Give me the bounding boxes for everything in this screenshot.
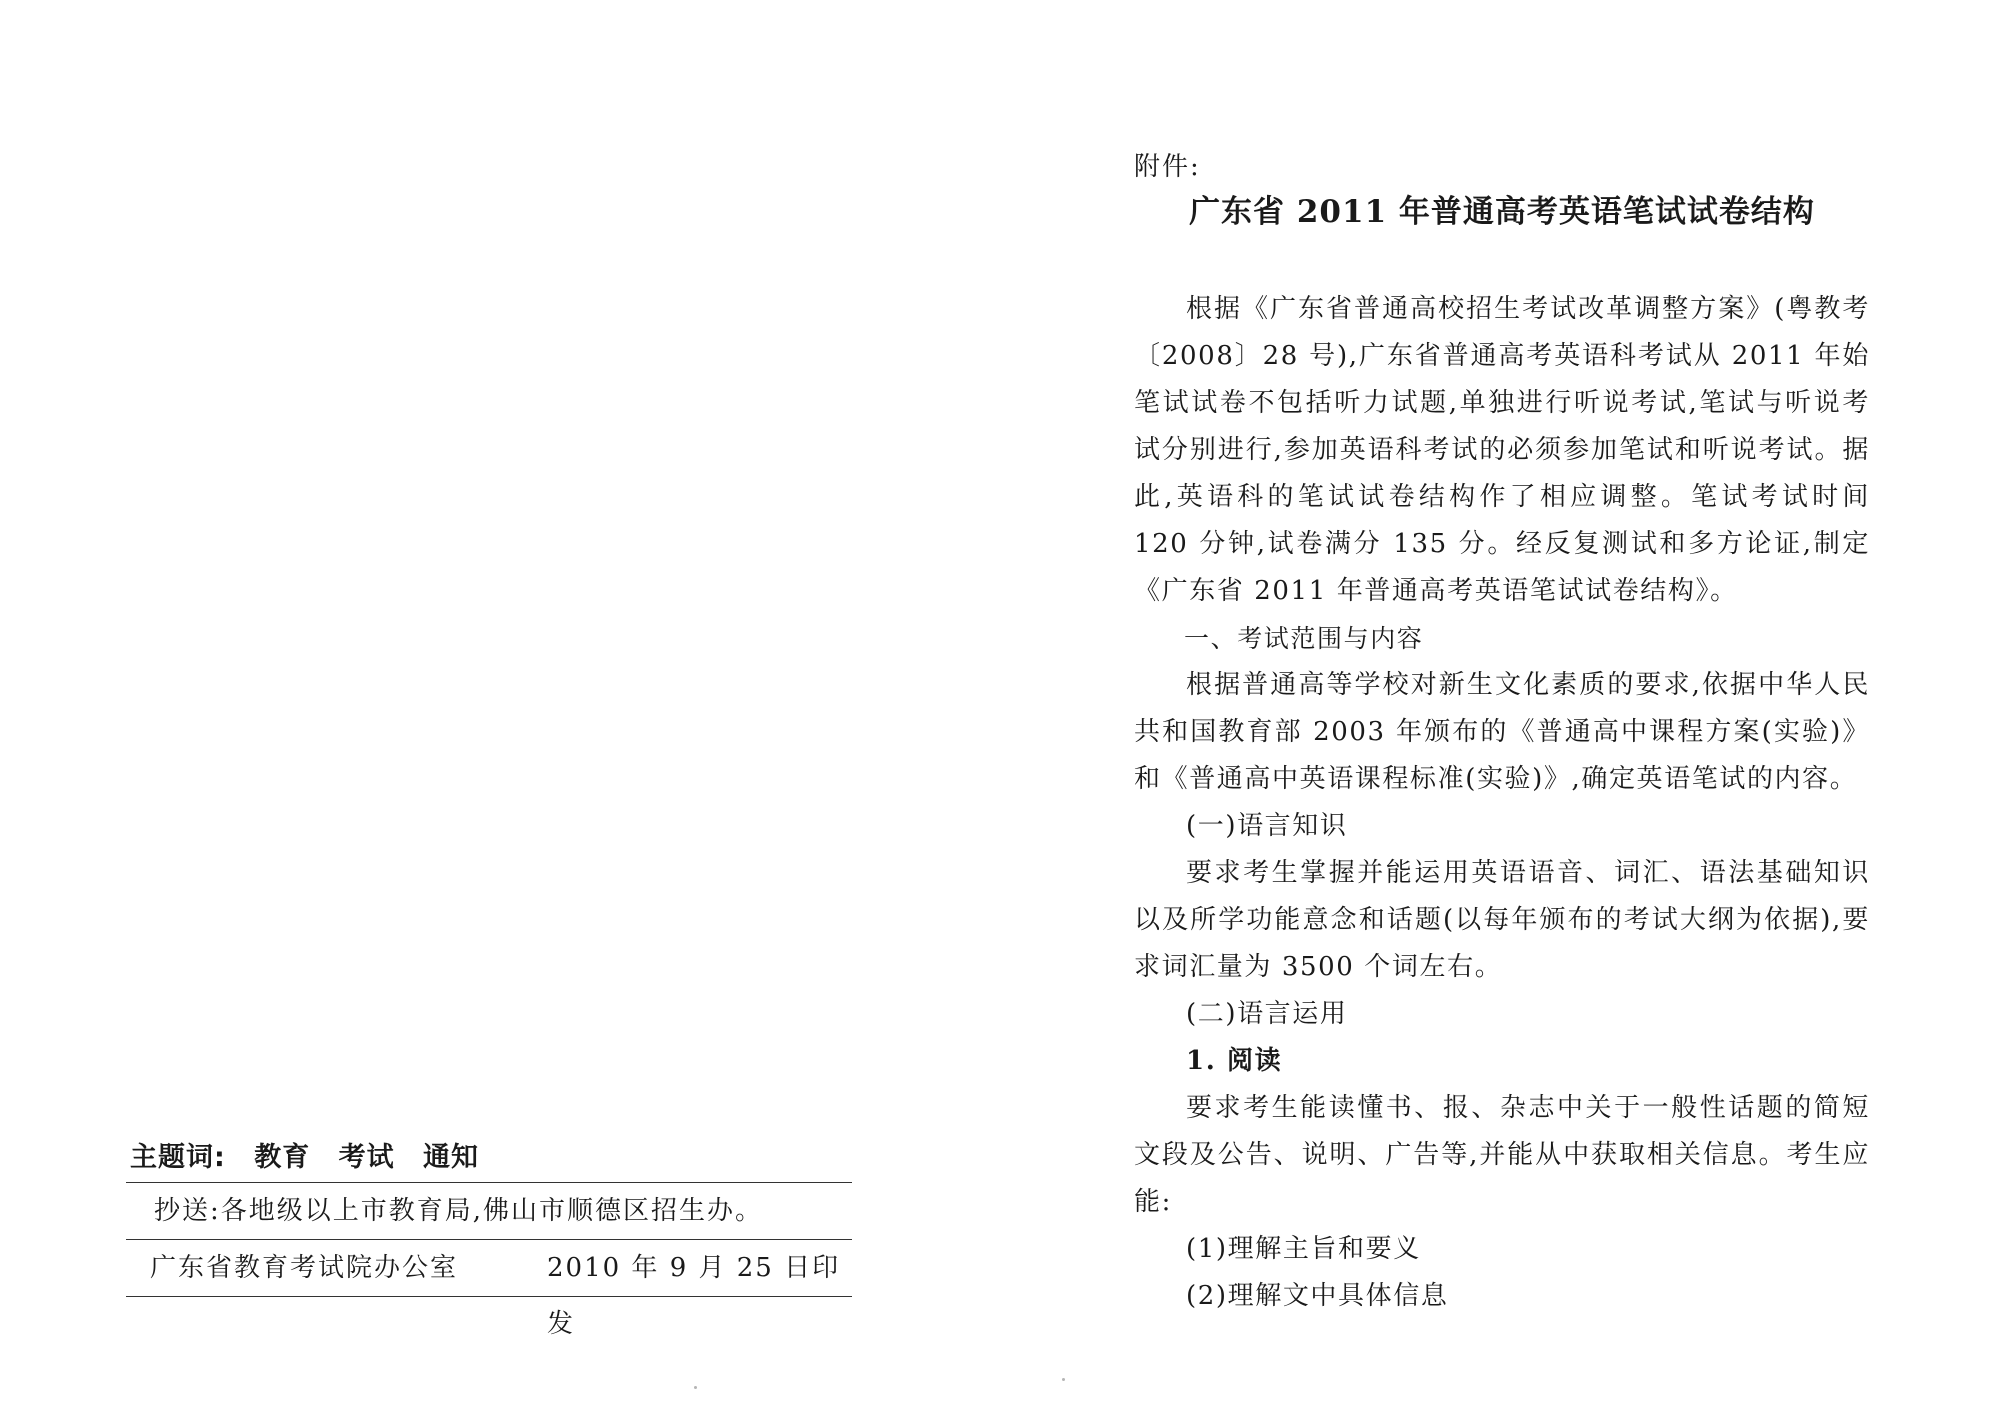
scan-speck: [694, 1386, 697, 1389]
reading-paragraph: 要求考生能读懂书、报、杂志中关于一般性话题的简短文段及公告、说明、广告等,并能从中获取相关信息。考生应能:: [1134, 1093, 1870, 1217]
subsection-paragraph: 要求考生掌握并能运用英语语音、词汇、语法基础知识以及所学功能意念和话题(以每年颁布的考试大纲为依据),要求词汇量为 3500 个词左右。: [1134, 858, 1870, 982]
subject-keywords: [126, 1134, 852, 1182]
list-item: (1)理解主旨和要义: [1186, 1234, 1421, 1264]
document-footer: [126, 1134, 852, 1339]
subsection-heading: (二)语言运用: [1186, 999, 1348, 1029]
scan-speck: [1062, 1378, 1065, 1381]
section-paragraph: 根据普通高等学校对新生文化素质的要求,依据中华人民共和国教育部 2003 年颁布的《普通高中课程方案(实验)》和《普通高中英语课程标准(实验)》,确定英语笔试的内容。: [1134, 670, 1870, 794]
document-body: [1134, 286, 1870, 1320]
keywords-label: 主题词:: [130, 1142, 226, 1173]
keyword-item: 教育: [254, 1142, 311, 1173]
attachment-label: 附件:: [1134, 152, 1201, 182]
right-page: [1000, 0, 2000, 1414]
list-item: (2)理解文中具体信息: [1186, 1281, 1449, 1311]
print-date: 2010 年 9 月 25 日印发: [547, 1253, 841, 1339]
divider-line: [126, 1296, 852, 1297]
section-heading: 一、考试范围与内容: [1184, 624, 1424, 653]
issuer-line: [126, 1240, 852, 1339]
intro-paragraph: 根据《广东省普通高校招生考试改革调整方案》(粤教考〔2008〕28 号),广东省普通高考英语科考试从 2011 年始笔试试卷不包括听力试题,单独进行听说考试,笔试与听说考试分别进行,参加英语科考试的必须参加笔试和听说考试。据此,英语科的笔试试卷结构作了相应调整。笔试考试时间 120 分钟,试卷满分 135 分。经反复测试和多方论证,制定《广东省 2011 年普通高考英语笔试试卷结构》。: [1134, 294, 1870, 606]
issuer-office: 广东省教育考试院办公室: [150, 1253, 459, 1283]
document-title: 广东省 2011 年普通高考英语笔试试卷结构: [1189, 194, 1815, 230]
subsection-heading: (一)语言知识: [1186, 811, 1348, 841]
keyword-item: 考试: [338, 1142, 395, 1173]
keyword-item: 通知: [423, 1142, 480, 1173]
reading-heading: 1. 阅读: [1186, 1046, 1283, 1076]
cc-recipients: 抄送:各地级以上市教育局,佛山市顺德区招生办。: [154, 1196, 764, 1226]
